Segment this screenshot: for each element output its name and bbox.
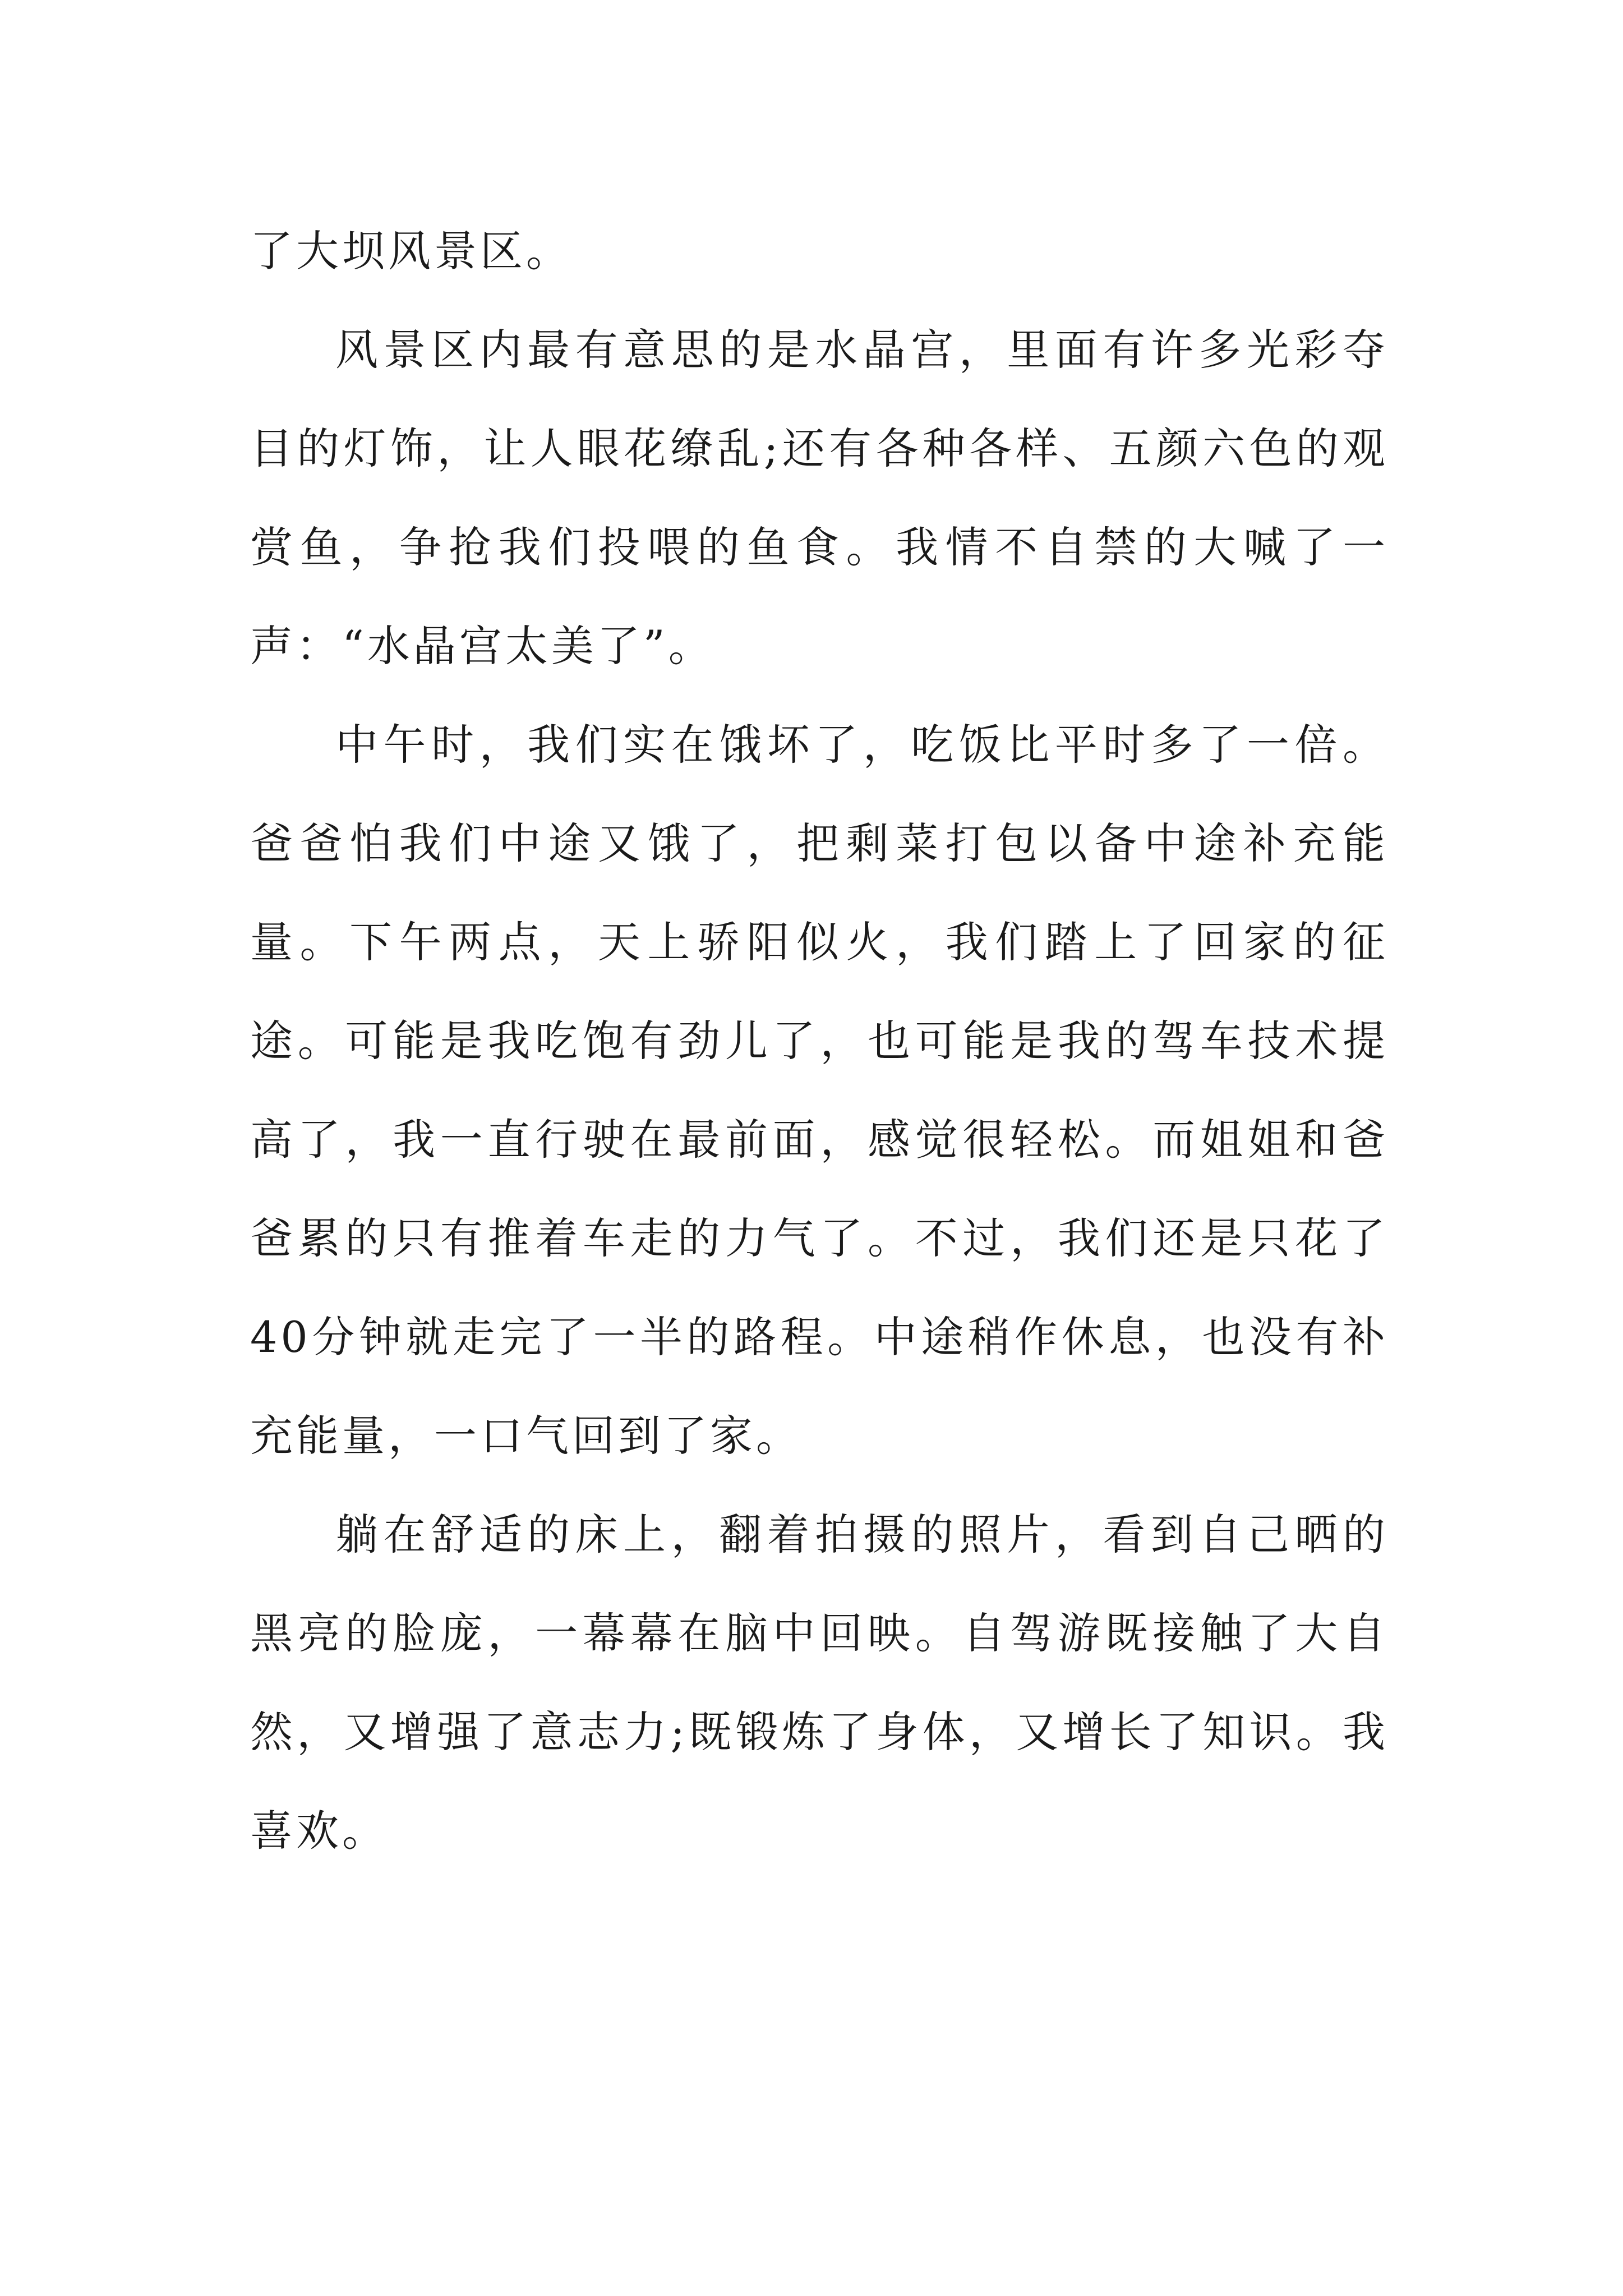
document-body (250, 202, 1389, 1880)
paragraph-continuation: 了大坝风景区。 (250, 226, 572, 276)
paragraph-crystal-palace: 风景区内最有意思的是水晶宫，里面有许多光彩夺目的灯饰，让人眼花缭乱;还有各种各样、五颜六色的观赏鱼，争抢我们投喂的鱼食。我情不自禁的大喊了一声：“水晶宫太美了”。 (250, 325, 1389, 671)
paragraph-return-trip: 中午时，我们实在饿坏了，吃饭比平时多了一倍。爸爸怕我们中途又饿了，把剩菜打包以备中途补充能量。下午两点，天上骄阳似火，我们踏上了回家的征途。可能是我吃饱有劲儿了，也可能是我的驾车技术提高了，我一直行驶在最前面，感觉很轻松。而姐姐和爸爸累的只有推着车走的力气了。不过，我们还是只花了40分钟就走完了一半的路程。中途稍作休息，也没有补充能量，一口气回到了家。 (250, 720, 1389, 1461)
paragraph-conclusion: 躺在舒适的床上，翻着拍摄的照片，看到自己晒的黑亮的脸庞，一幕幕在脑中回映。自驾游既接触了大自然，又增强了意志力;既锻炼了身体，又增长了知识。我喜欢。 (250, 1510, 1389, 1856)
